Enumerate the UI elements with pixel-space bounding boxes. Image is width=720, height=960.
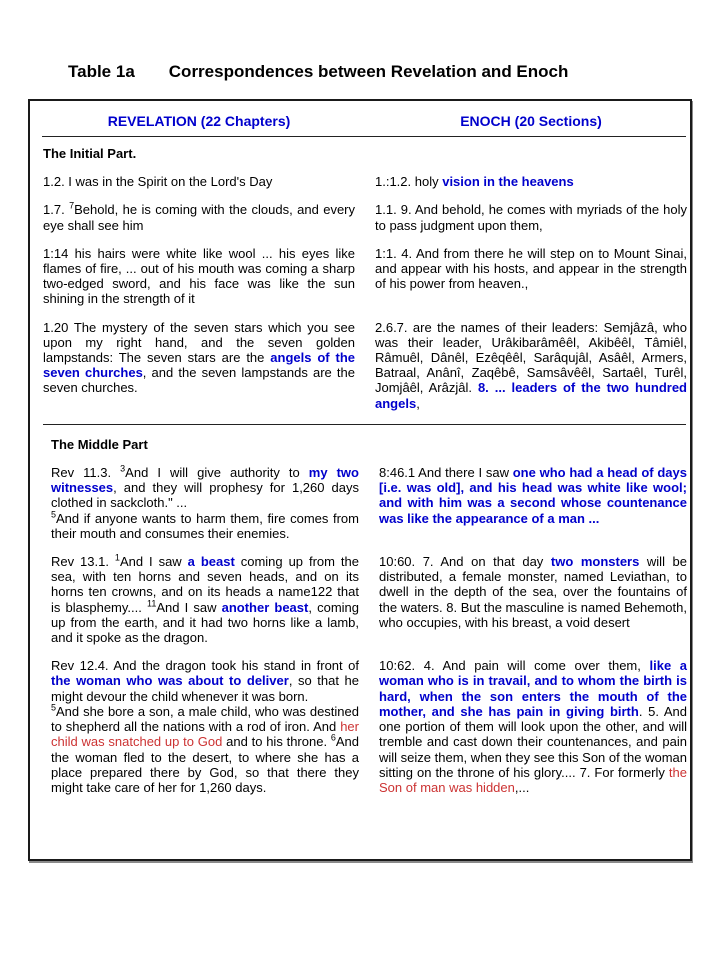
text-run: 1:1. 4. And from there he will step on to Mount Sinai, and appear with his hosts, and appear in the strength of his power from heaven., [375, 245, 687, 292]
emphasis-blue: a beast [187, 554, 235, 570]
text-run: , coming up from the earth, and it had two horns like a lamb, and it spoke as the dragon. [51, 599, 360, 646]
text-run: . 5. And one portion of them will look upon the other, and will tremble and cast down their countenances, and pain will seize them, when they see this Son of the woman sitting on the throne of his glory.... 7. For formerly [379, 703, 687, 780]
emphasis-red: the Son of man was hidden [379, 764, 687, 795]
emphasis-blue: one who had a head of days [i.e. was old], and his head was white like wool; and with him was a second whose countenance was like the appearance of a man ... [379, 465, 687, 526]
text-run: , so that he might devour the child whenever it was born. [51, 673, 359, 704]
text-run: Behold, he is coming with the clouds, and every eye shall see him [43, 202, 356, 233]
table-row [30, 658, 690, 795]
emphasis-blue: the woman who was about to deliver [51, 673, 289, 689]
table-body [30, 137, 690, 795]
text-run: 10:62. 4. And pain will come over them, [379, 658, 650, 674]
enoch-cell [375, 202, 687, 232]
text-run: 1.1. 9. And behold, he comes with myriads of the holy to pass judgment upon them, [375, 202, 687, 233]
text-run: 8:46.1 And there I saw [379, 465, 513, 481]
text-run: 2.6.7. are the names of their leaders: Semjâzâ, who was their leader, Urâkibarâmêêl, Akibêêl, Tâmiêl, Râmuêl, Dânêl, Ezêqêêl, Sarâqujâl, Asâêl, Armers, Batraal, Anânî, Zaqêbê, Samsâvêêl, Sartaêl, Turêl, Jomjâêl, Arâzjâl. [375, 319, 687, 396]
table-row [30, 320, 690, 411]
superscript-verse-number: 7 [69, 201, 75, 212]
text-run: And I saw [119, 554, 188, 570]
column-header-revelation: REVELATION (22 Chapters) [107, 113, 291, 129]
table-caption: Correspondences between Revelation and Enoch [168, 62, 569, 81]
text-run: And the woman fled to the desert, to where she has a place prepared there by God, so that there they might take care of her for 1,260 days. [51, 734, 359, 795]
section-heading: The Initial Part. [43, 146, 137, 161]
revelation-cell [51, 465, 359, 541]
table-row [30, 554, 690, 645]
section-heading: The Middle Part [51, 436, 148, 452]
emphasis-blue: another beast [221, 599, 309, 615]
emphasis-blue: two monsters [550, 554, 640, 570]
text-run: ,... [514, 779, 530, 795]
revelation-cell [43, 246, 355, 307]
enoch-cell [379, 554, 687, 645]
emphasis-red: her child was snatched up to God [51, 719, 359, 750]
table-row [30, 174, 690, 189]
text-run: And if anyone wants to harm them, fire comes from their mouth and consumes their enemies. [51, 510, 359, 541]
enoch-cell [379, 658, 687, 795]
emphasis-blue: 8. ... leaders of the two hundred angels [375, 380, 687, 411]
revelation-cell [51, 554, 359, 645]
text-run: 1.7. [43, 202, 70, 218]
text-run: 1:14 his hairs were white like wool ... his eyes like flames of fire, ... out of his mouth was coming a sharp two-edged sword, and his face was like the sun shining in the strength of it [43, 245, 355, 307]
emphasis-blue: angels of the seven churches [43, 350, 355, 381]
text-run: Rev 13.1. [51, 554, 115, 570]
text-run: will be distributed, a female monster, named Leviathan, to dwell in the depth of the sea, over the fountains of the waters. 8. But the masculine is named Behemoth, who occupies, with his breast, a void desert [379, 554, 687, 630]
revelation-cell [43, 202, 355, 232]
text-run: Rev 12.4. And the dragon took his stand in front of [51, 658, 359, 674]
text-run: And I will give authority to [125, 465, 309, 481]
text-run: 1.:1.2. holy [375, 174, 443, 190]
enoch-cell [375, 174, 687, 189]
superscript-verse-number: 5 [51, 509, 57, 520]
superscript-verse-number: 1 [114, 552, 120, 563]
table-number-label: Table 1a [68, 62, 135, 81]
correspondence-table [28, 99, 692, 861]
text-run: and to his throne. [222, 734, 331, 750]
superscript-verse-number: 11 [147, 598, 157, 609]
superscript-verse-number: 5 [51, 702, 57, 713]
table-row [30, 202, 690, 232]
table-row [30, 465, 690, 541]
emphasis-blue: vision in the heavens [442, 174, 574, 190]
revelation-cell [43, 320, 355, 411]
emphasis-blue: my two witnesses [51, 465, 359, 496]
enoch-cell [375, 320, 687, 411]
revelation-cell [51, 658, 359, 795]
text-run: coming up from the sea, with ten horns and seven heads, and on its horns ten crowns, and on its heads a name122 that is blasphemy.... [51, 554, 359, 615]
text-run: 10:60. 7. And on that day [379, 554, 551, 570]
text-run: Rev 11.3. [51, 465, 121, 481]
text-run: , and they will prophesy for 1,260 days clothed in sackcloth." ... [51, 480, 359, 511]
text-run: And I saw [156, 599, 222, 615]
column-header-enoch: ENOCH (20 Sections) [460, 113, 602, 129]
page-title [68, 62, 568, 82]
enoch-cell [379, 465, 687, 541]
text-run: 1.20 The mystery of the seven stars which you see upon my right hand, and the seven golden lampstands: The seven stars are the [43, 319, 355, 366]
text-run: , and the seven lampstands are the seven churches. [43, 365, 355, 396]
revelation-cell [43, 174, 355, 189]
enoch-cell [375, 246, 687, 307]
superscript-verse-number: 3 [120, 463, 126, 474]
emphasis-blue: like a woman who is in travail, and to whom the birth is hard, when the son enters the mouth of the mother, and she has pain in giving birth [379, 658, 688, 719]
text-run: , [416, 395, 420, 411]
text-run: And she bore a son, a male child, who was destined to shepherd all the nations with a rod of iron. And [51, 703, 359, 735]
text-run: 1.2. I was in the Spirit on the Lord's Day [43, 174, 273, 190]
column-header-row [30, 101, 690, 129]
table-row [30, 246, 690, 307]
superscript-verse-number: 6 [330, 732, 336, 743]
